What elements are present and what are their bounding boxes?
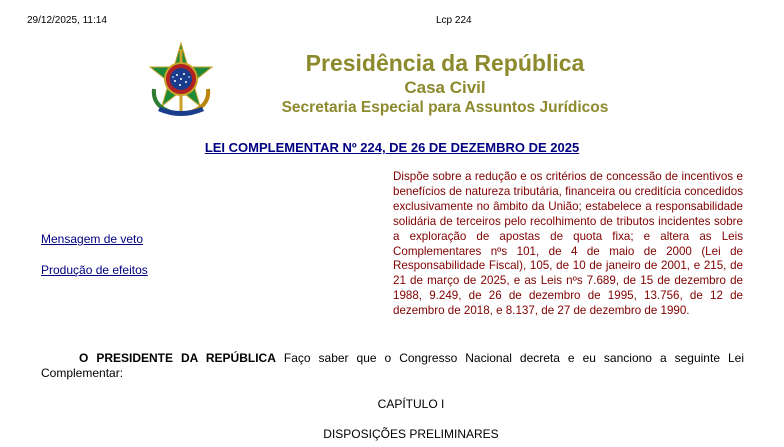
- chapter-name: DISPOSIÇÕES PRELIMINARES: [323, 427, 499, 441]
- preamble-text: Faço saber que o Congresso Nacional decreta e eu sanciono a seguinte Lei Complementar:: [41, 351, 744, 380]
- secretaria-department: Secretaria Especial para Assuntos Jurídicos: [281, 99, 609, 116]
- law-title-container: [0, 139, 784, 157]
- law-ementa: Dispõe sobre a redução e os critérios de concessão de incentivos e benefícios de natureza tributária, financeira ou creditícia concedidos exclusivamente no âmbito da União; estabelece a responsabilidade solidária de terceiros pelo recolhimento de tributos incidentes sobre a exploração de apostas de quota fixa; e altera as Leis Complementares nºs 101, de 4 de maio de 2000 (Lei de Responsabilidade Fiscal), 105, de 10 de janeiro de 2001, e 215, de 21 de março de 2025, e as Leis nºs 7.689, de 15 de dezembro de 1988, 9.249, de 26 de dezembro de 1995, 13.756, de 12 de dezembro de 2018, e 8.137, de 27 de dezembro de 1990.: [393, 170, 743, 318]
- presidencia-title: Presidência da República: [305, 50, 585, 76]
- production-of-effects-link[interactable]: Produção de efeitos: [41, 263, 148, 277]
- law-title-link[interactable]: LEI COMPLEMENTAR Nº 224, DE 26 DE DEZEMBRO DE 2025: [204, 140, 580, 155]
- brazil-coat-of-arms-icon: [144, 41, 218, 119]
- chapter-number: CAPÍTULO I: [377, 397, 445, 411]
- preamble-president: O PRESIDENTE DA REPÚBLICA: [79, 351, 276, 365]
- veto-message-link[interactable]: Mensagem de veto: [41, 232, 144, 246]
- casa-civil-subtitle: Casa Civil: [404, 78, 486, 97]
- preamble: [41, 351, 744, 381]
- print-doc-id: Lcp 224: [436, 15, 472, 26]
- print-header: [0, 15, 784, 29]
- print-datetime: 29/12/2025, 11:14: [27, 15, 107, 26]
